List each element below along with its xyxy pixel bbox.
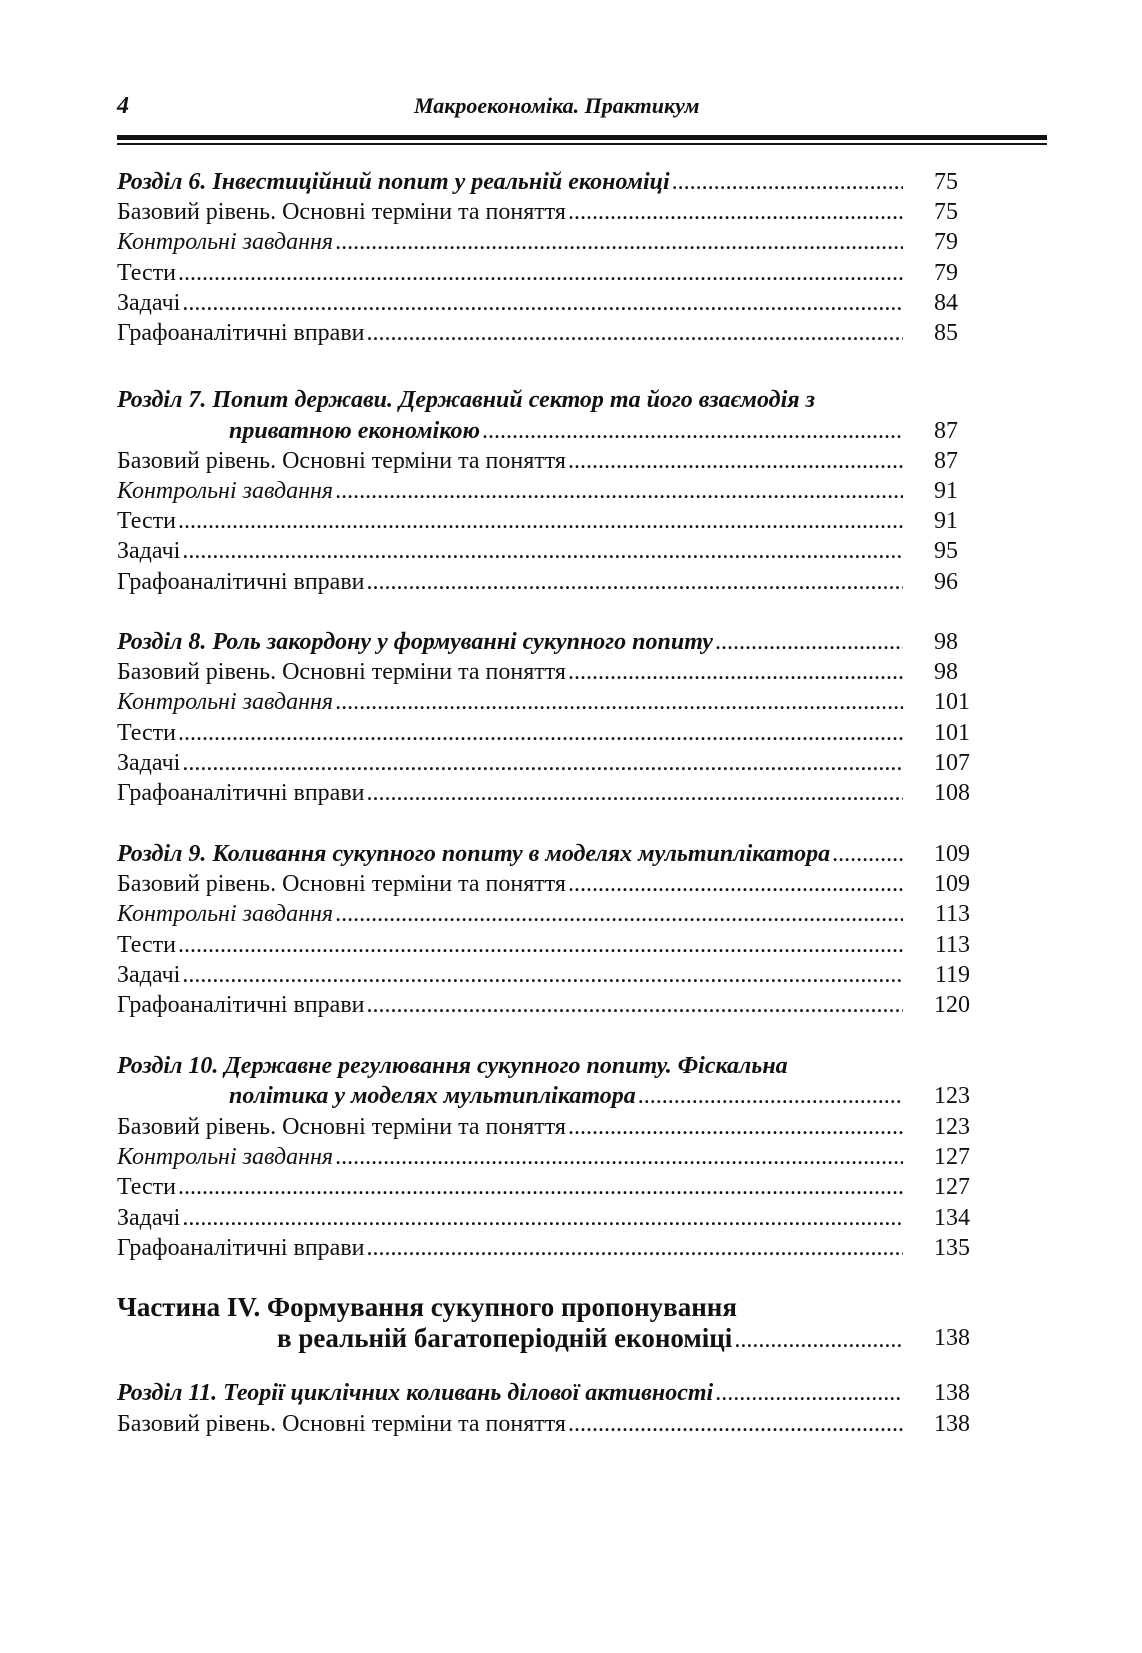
toc-entry-page: 135 [934, 1235, 970, 1261]
toc-entry[interactable] [0, 257, 1142, 289]
toc-entry-title: Графоаналітичні вправи [117, 992, 365, 1018]
toc-entry-page: 87 [934, 448, 958, 474]
toc-entry-title: Графоаналітичні вправи [117, 320, 365, 346]
toc-entry[interactable] [0, 989, 1142, 1021]
toc-entry[interactable] [0, 959, 1142, 991]
toc-entry[interactable] [0, 475, 1142, 507]
toc-entry-page: 91 [934, 478, 958, 504]
section-title-line1: Розділ 10. Державне регулювання сукупного попиту. Фіскальна [117, 1053, 788, 1079]
toc-entry[interactable] [0, 1322, 1142, 1354]
toc-entry[interactable] [0, 287, 1142, 319]
toc-entry-title: Задачі [117, 750, 181, 776]
toc-entry-page: 109 [934, 841, 970, 867]
toc-entry-title: Контрольні завдання [117, 901, 334, 927]
toc-entry-page: 108 [934, 780, 970, 806]
toc-entry-title: Контрольні завдання [117, 1144, 334, 1170]
header-rule-thin [117, 143, 1047, 145]
header-rule-thick [117, 135, 1047, 140]
page-number: 4 [117, 93, 129, 119]
toc-entry-page: 138 [934, 1325, 970, 1351]
toc-entry-title: Базовий рівень. Основні терміни та поняття [117, 659, 566, 685]
toc-entry-page: 138 [934, 1380, 970, 1406]
toc-entry-title: в реальній багатоперіодній економіці [277, 1323, 733, 1353]
toc-entry-page: 87 [934, 418, 958, 444]
toc-entry[interactable] [0, 226, 1142, 258]
toc-entry[interactable] [0, 1080, 1142, 1112]
toc-entry-title: Базовий рівень. Основні терміни та поняття [117, 199, 566, 225]
toc-entry-page: 113 [934, 901, 970, 927]
running-title: Макроекономіка. Практикум [414, 93, 700, 118]
toc-entry-title: Контрольні завдання [117, 478, 334, 504]
toc-entry[interactable] [0, 777, 1142, 809]
toc-entry-title: Задачі [117, 538, 181, 564]
toc-entry-page: 113 [934, 932, 970, 958]
toc-entry-page: 79 [934, 229, 958, 255]
toc-entry-title: Контрольні завдання [117, 689, 334, 715]
toc-entry-title: Тести [117, 1174, 176, 1200]
toc-entry[interactable] [0, 1202, 1142, 1234]
toc-entry[interactable] [0, 566, 1142, 598]
toc-entry-page: 101 [934, 720, 970, 746]
toc-entry-page: 75 [934, 169, 958, 195]
toc-entry[interactable] [0, 1232, 1142, 1264]
toc-entry[interactable] [0, 626, 1142, 658]
toc-entry-page: 85 [934, 320, 958, 346]
toc-entry-title: Розділ 8. Роль закордону у формуванні сукупного попиту [117, 629, 713, 655]
toc-entry-page: 98 [934, 659, 958, 685]
toc-entry-page: 123 [934, 1114, 970, 1140]
toc-entry[interactable] [0, 166, 1142, 198]
toc-entry-page: 119 [934, 962, 970, 988]
toc-entry-page: 120 [934, 992, 970, 1018]
toc-entry-title: Задачі [117, 290, 181, 316]
toc-entry-title: Розділ 11. Теорії циклічних коливань ділової активності [117, 1380, 714, 1406]
toc-entry-title: Тести [117, 508, 176, 534]
toc-entry-title: Контрольні завдання [117, 229, 334, 255]
toc-entry[interactable] [0, 1171, 1142, 1203]
toc-entry[interactable] [0, 898, 1142, 930]
toc-entry-page: 98 [934, 629, 958, 655]
toc-entry-page: 127 [934, 1144, 970, 1170]
toc-entry[interactable] [0, 415, 1142, 447]
toc-entry-title: Базовий рівень. Основні терміни та поняття [117, 1114, 566, 1140]
toc-entry[interactable] [0, 747, 1142, 779]
toc-entry[interactable] [0, 196, 1142, 228]
toc-entry[interactable] [0, 445, 1142, 477]
toc-entry[interactable] [0, 838, 1142, 870]
toc-entry-title: Розділ 9. Коливання сукупного попиту в моделях мультиплікатора [117, 841, 831, 867]
toc-entry-page: 96 [934, 569, 958, 595]
toc-entry-title: Графоаналітичні вправи [117, 569, 365, 595]
toc-entry-page: 123 [934, 1083, 970, 1109]
toc-entry-title: приватною економікою [229, 418, 480, 444]
part-title-line1: Частина IV. Формування сукупного пропонування [117, 1292, 737, 1322]
toc-entry-title: Задачі [117, 1205, 181, 1231]
toc-entry-title: Тести [117, 720, 176, 746]
toc-entry-page: 109 [934, 871, 970, 897]
toc-entry-page: 127 [934, 1174, 970, 1200]
section-title-line1: Розділ 7. Попит держави. Державний сектор та його взаємодія з [117, 387, 815, 413]
toc-entry[interactable] [0, 1111, 1142, 1143]
toc-entry[interactable] [0, 1408, 1142, 1440]
toc-entry-title: Базовий рівень. Основні терміни та поняття [117, 871, 566, 897]
toc-entry[interactable] [0, 1377, 1142, 1409]
toc-entry[interactable] [0, 317, 1142, 349]
toc-entry-title: політика у моделях мультиплікатора [229, 1083, 636, 1109]
toc-entry[interactable] [0, 929, 1142, 961]
toc-entry[interactable] [0, 1141, 1142, 1173]
toc-entry-title: Графоаналітичні вправи [117, 1235, 365, 1261]
toc-entry-title: Задачі [117, 962, 181, 988]
toc-entry-page: 134 [934, 1205, 970, 1231]
toc-entry-page: 107 [934, 750, 970, 776]
page-header [117, 93, 1047, 129]
toc-entry-page: 84 [934, 290, 958, 316]
toc-entry[interactable] [0, 656, 1142, 688]
toc-entry-title: Базовий рівень. Основні терміни та поняття [117, 1411, 566, 1437]
toc-entry-page: 138 [934, 1411, 970, 1437]
toc-entry-title: Графоаналітичні вправи [117, 780, 365, 806]
toc-entry-title: Тести [117, 260, 176, 286]
toc-entry-title: Тести [117, 932, 176, 958]
toc-entry[interactable] [0, 505, 1142, 537]
toc-entry-page: 79 [934, 260, 958, 286]
toc-entry-page: 101 [934, 689, 970, 715]
toc-entry-page: 75 [934, 199, 958, 225]
toc-entry-page: 91 [934, 508, 958, 534]
toc-entry[interactable] [0, 717, 1142, 749]
toc-entry-title: Базовий рівень. Основні терміни та поняття [117, 448, 566, 474]
toc-entry[interactable] [0, 686, 1142, 718]
toc-entry-page: 95 [934, 538, 958, 564]
toc-entry-title: Розділ 6. Інвестиційний попит у реальній економіці [117, 169, 670, 195]
toc-entry[interactable] [0, 868, 1142, 900]
toc-entry[interactable] [0, 535, 1142, 567]
